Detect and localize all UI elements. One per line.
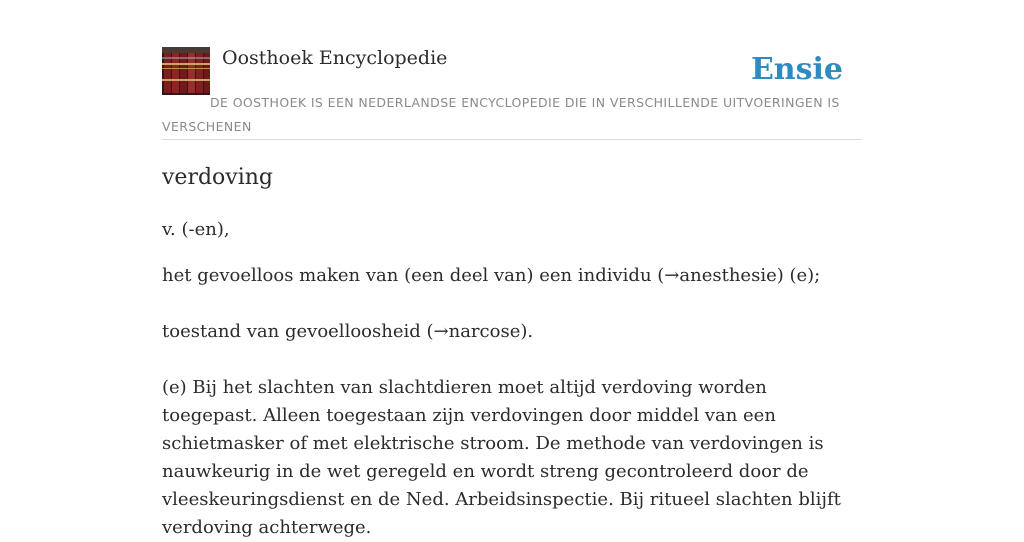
ensie-logo-link[interactable]: Ensie xyxy=(750,52,843,87)
link-narcose[interactable]: narcose xyxy=(448,321,521,342)
encyclopedia-books-avatar[interactable] xyxy=(162,47,210,95)
site-tagline: DE OOSTHOEK IS EEN NEDERLANDSE ENCYCLOPEDIE DIE IN VERSCHILLENDE UITVOERINGEN IS VERSCHENEN xyxy=(162,95,840,134)
definition-1-suffix: ) (e); xyxy=(776,265,821,286)
grammar-info: v. (-en), xyxy=(162,219,230,240)
definition-2-suffix: ). xyxy=(520,321,534,342)
note-paragraph: (e) Bij het slachten van slachtdieren moet altijd verdoving worden toegepast. Alleen toegestaan zijn verdovingen door middel van een schietmasker of met elektrische stroom. De methode van verdovingen is nauwkeurig in de wet geregeld en wordt streng gecontroleerd door de vleeskeuringsdienst en de Ned. Arbeidsinspectie. Bij ritueel slachten blijft verdoving achterwege. xyxy=(162,377,841,538)
books-image xyxy=(162,47,210,95)
definition-2-prefix: toestand van gevoelloosheid ( xyxy=(162,321,434,342)
definition-2 xyxy=(162,318,862,346)
definition-1-prefix: het gevoelloos maken van (een deel van) een individu ( xyxy=(162,265,665,286)
definition-1 xyxy=(162,262,862,290)
link-anesthesie[interactable]: anesthesie xyxy=(679,265,777,286)
arrow-icon: → xyxy=(664,265,680,286)
site-header xyxy=(162,46,862,140)
arrow-icon: → xyxy=(433,321,449,342)
article xyxy=(162,160,862,542)
article-title: verdoving xyxy=(162,165,274,190)
site-name-link[interactable]: Oosthoek Encyclopedie xyxy=(222,47,448,69)
